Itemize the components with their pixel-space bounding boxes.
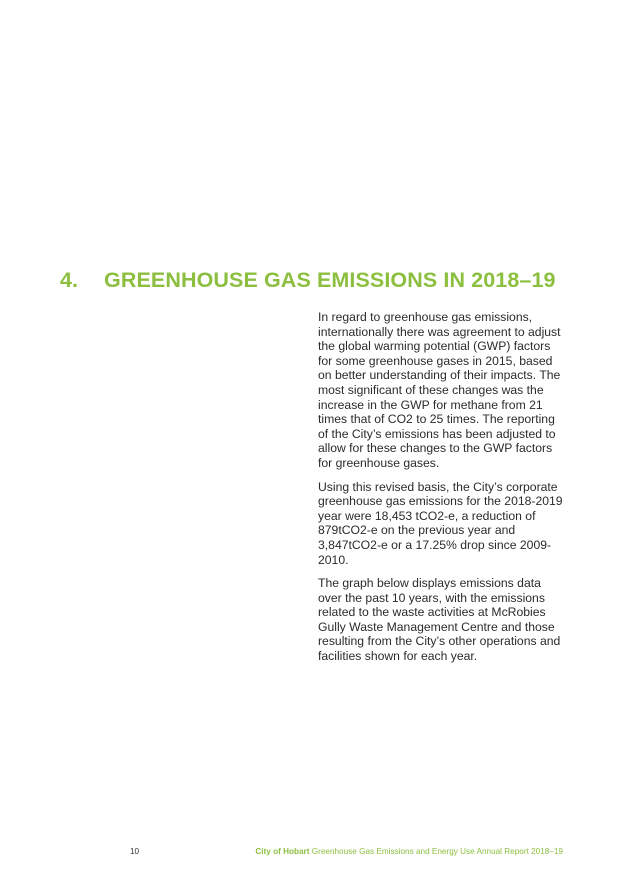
paragraph-graph-intro: The graph below displays emissions data over the past 10 years, with the emissions related to the waste activities at McRobies Gully Waste Management Centre and those resulting from the City’s other operations and facilities shown for each year. <box>318 576 561 664</box>
paragraph-gwp-adjustment: In regard to greenhouse gas emissions, internationally there was agreement to adjust the global warming potential (GWP) factors for some greenhouse gases in 2015, based on better understanding of their impacts. The most significant of these changes was the increase in the GWP for methane from 21 times that of CO2 to 25 times. The reporting of the City’s emissions has been adjusted to allow for these changes to the GWP factors for greenhouse gases. <box>318 310 561 470</box>
section-number: 4. <box>60 268 79 292</box>
footer-report-title <box>255 845 563 859</box>
section-title: GREENHOUSE GAS EMISSIONS IN 2018–19 <box>104 268 556 292</box>
page-number: 10 <box>130 847 140 856</box>
paragraph-corporate-emissions: Using this revised basis, the City’s corporate greenhouse gas emissions for the 2018-2019 year were 18,453 tCO2-e, a reduction of 879tCO2-e on the previous year and 3,847tCO2-e or a 17.25% drop since 2009-2010. <box>318 479 563 567</box>
body-text-column <box>318 310 566 673</box>
footer-report-name: Greenhouse Gas Emissions and Energy Use Annual Report 2018–19 <box>311 847 563 856</box>
footer-organization: City of Hobart <box>255 847 310 856</box>
section-heading <box>60 266 580 294</box>
page-footer <box>0 845 622 859</box>
